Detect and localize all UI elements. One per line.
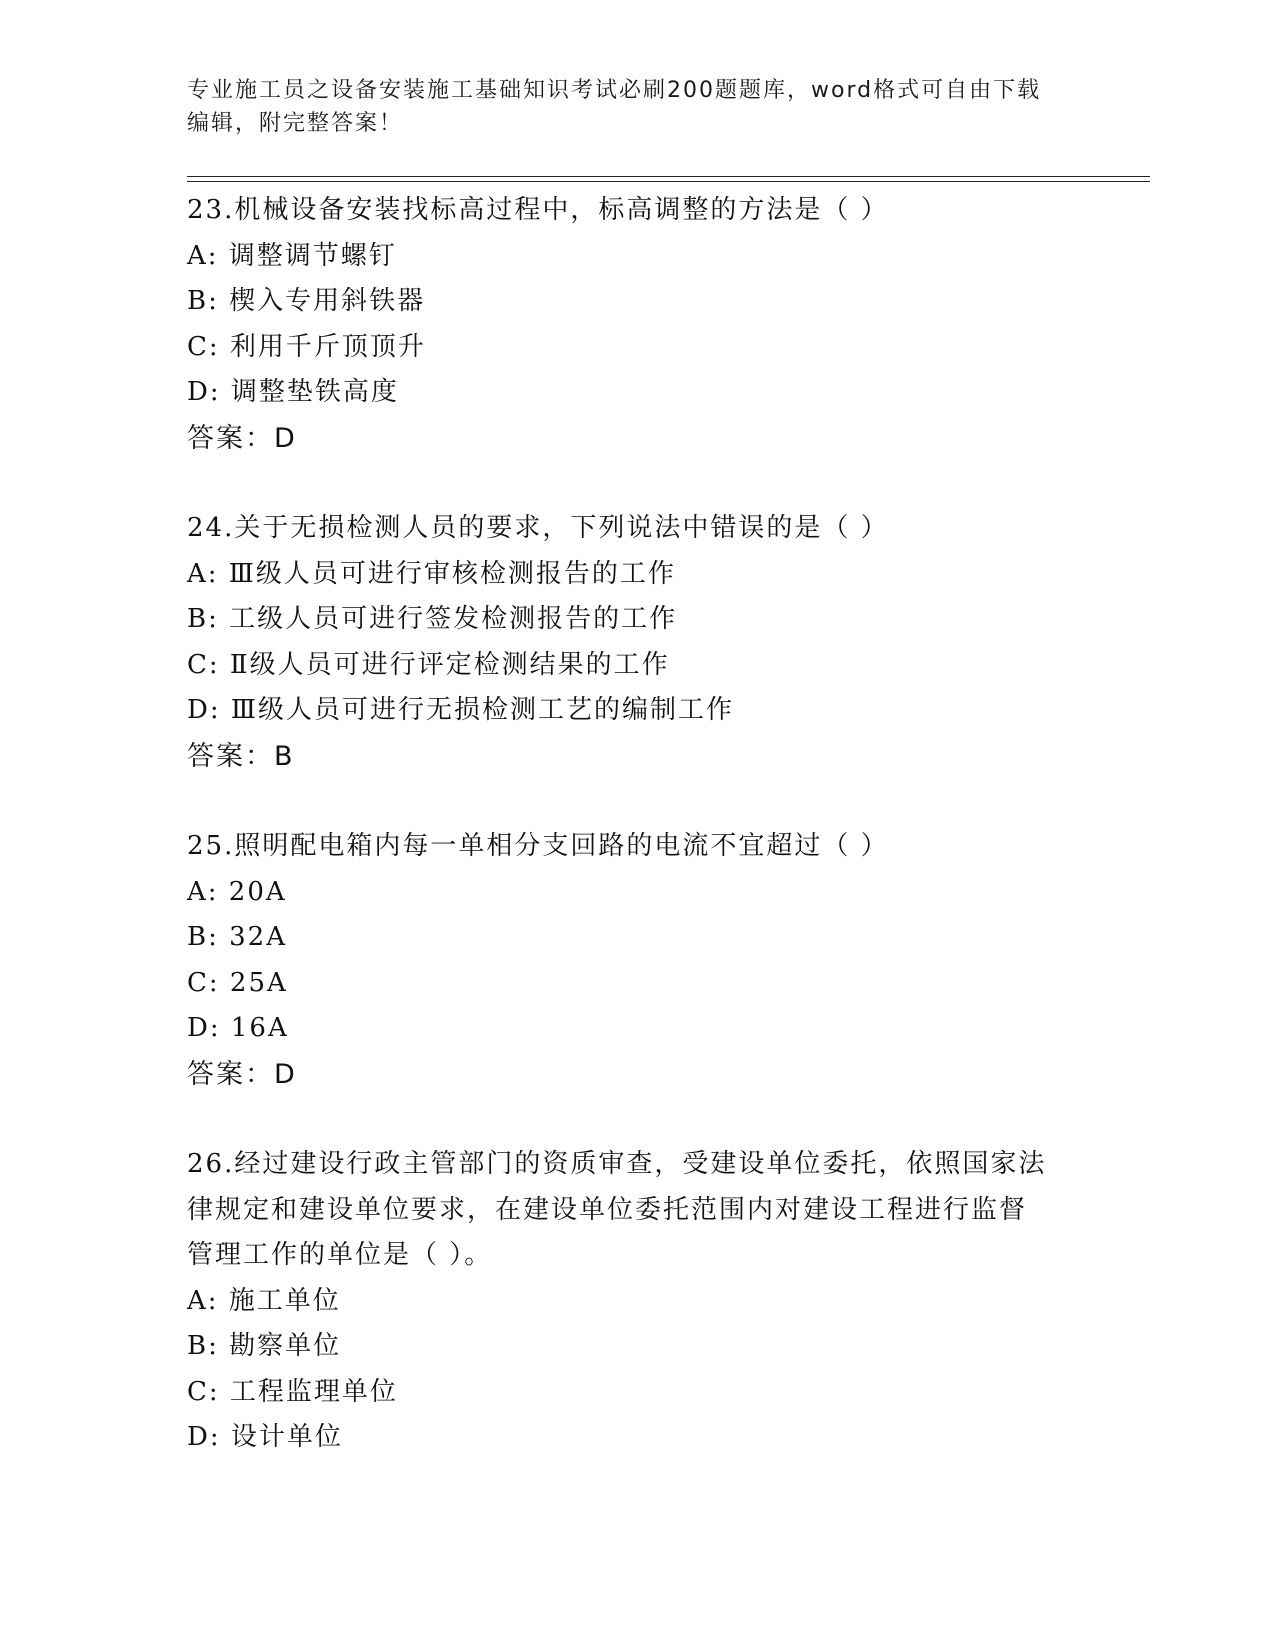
question-stem-line: 管理工作的单位是（ ）。 — [187, 1240, 493, 1270]
question-26 — [187, 1142, 1087, 1461]
option-b: B: 32A — [187, 922, 287, 952]
option-a: A: 施工单位 — [187, 1285, 341, 1316]
header-title-line-1: 专业施工员之设备安装施工基础知识考试必刷200题题库，word格式可自由下载 — [187, 78, 1042, 103]
question-24 — [187, 506, 1087, 779]
answer-label: 答案：D — [187, 422, 297, 454]
option-c: C: 利用千斤顶顶升 — [187, 331, 426, 362]
option-c: C: 25A — [187, 967, 288, 998]
option-b: B: 勘察单位 — [187, 1331, 342, 1361]
question-25 — [187, 824, 1087, 1097]
option-a: A: Ⅲ级人员可进行审核检测报告的工作 — [187, 558, 676, 589]
answer-label: 答案：D — [187, 1058, 297, 1090]
question-23 — [187, 188, 1087, 461]
header-title-line-2: 编辑，附完整答案！ — [187, 111, 404, 136]
header-divider-top — [187, 176, 1150, 177]
question-list — [187, 188, 1087, 1506]
question-stem: 25.照明配电箱内每一单相分支回路的电流不宜超过（ ） — [187, 831, 889, 861]
question-stem: 23.机械设备安装找标高过程中，标高调整的方法是（ ） — [187, 195, 889, 225]
option-d: D: 16A — [187, 1013, 289, 1043]
question-stem-line: 律规定和建设单位要求，在建设单位委托范围内对建设工程进行监督 — [187, 1194, 1028, 1225]
option-b: B: 楔入专用斜铁器 — [187, 286, 426, 316]
question-stem-line: 26.经过建设行政主管部门的资质审查，受建设单位委托，依照国家法 — [187, 1149, 1047, 1179]
question-stem: 24.关于无损检测人员的要求，下列说法中错误的是（ ） — [187, 513, 889, 543]
option-d: D: 调整垫铁高度 — [187, 377, 399, 407]
document-header — [187, 74, 1067, 140]
option-d: D: 设计单位 — [187, 1422, 343, 1452]
option-c: C: Ⅱ级人员可进行评定检测结果的工作 — [187, 649, 670, 680]
header-divider-bottom — [187, 181, 1150, 182]
option-c: C: 工程监理单位 — [187, 1376, 398, 1407]
option-a: A: 20A — [187, 876, 287, 907]
answer-label: 答案：B — [187, 740, 295, 772]
option-a: A: 调整调节螺钉 — [187, 240, 397, 271]
option-b: B: 工级人员可进行签发检测报告的工作 — [187, 604, 678, 634]
option-d: D: Ⅲ级人员可进行无损检测工艺的编制工作 — [187, 695, 734, 725]
